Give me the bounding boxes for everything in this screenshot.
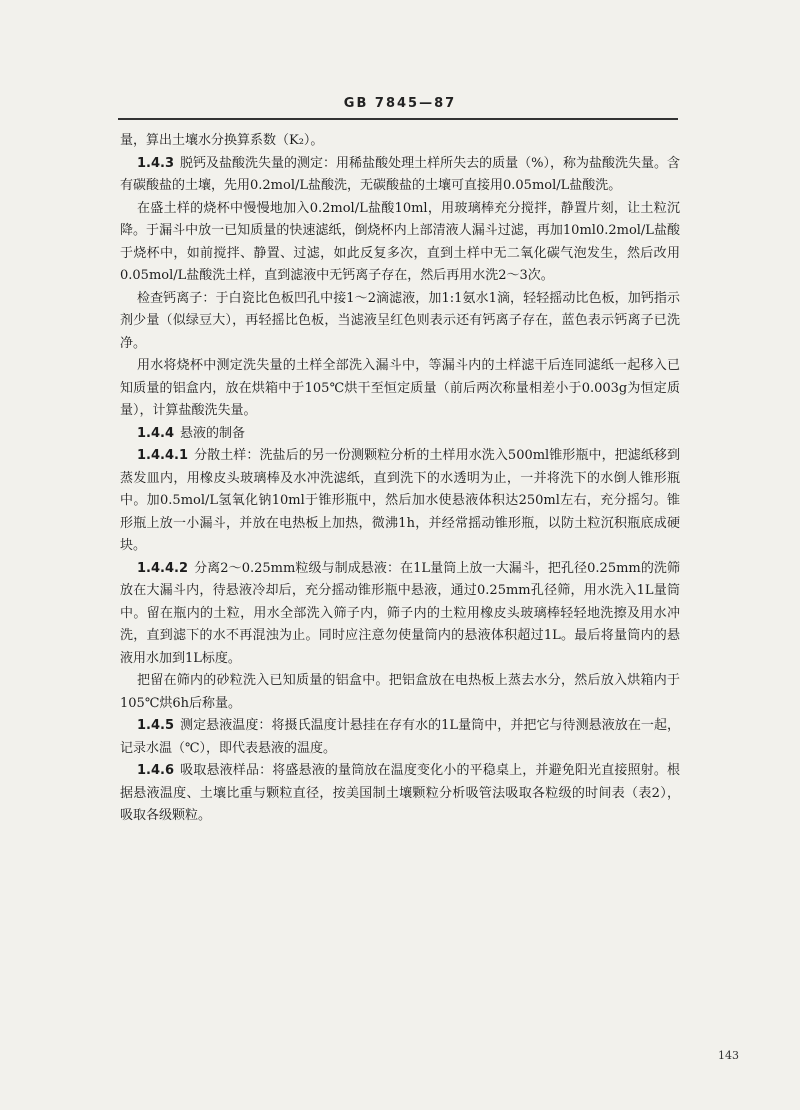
section-number: 1.4.5 — [137, 718, 175, 733]
section-number: 1.4.4.1 — [137, 448, 188, 463]
body-text — [120, 130, 680, 828]
section-1-4-4-1 — [120, 445, 680, 558]
paragraph-text: 检查钙离子：于白瓷比色板凹孔中接1～2滴滤液，加1:1氨水1滴，轻轻摇动比色板，加钙指示剂少量（似绿豆大），再轻摇比色板，当滤液呈红色则表示还有钙离子存在，蓝色表示钙离子已洗净。 — [120, 290, 680, 351]
section-1-4-6 — [120, 760, 680, 828]
standard-header: GB 7845—87 — [343, 96, 457, 111]
paragraph-text: 在盛土样的烧杯中慢慢地加入0.2mol/L盐酸10ml，用玻璃棒充分搅拌，静置片刻，让土粒沉降。于漏斗中放一已知质量的快速滤纸，倒烧杯内上部清液人漏斗过滤，再加10ml0.2mol/L盐酸于烧杯中，如前搅拌、静置、过滤，如此反复多次，直到土样中无二氧化碳气泡发生，然后改用0.05mol/L盐酸洗土样，直到滤液中无钙离子存在，然后再用水洗2～3次。 — [120, 200, 680, 283]
paragraph-continuation — [120, 130, 680, 153]
paragraph-text: 量，算出土壤水分换算系数（K₂）。 — [120, 133, 324, 148]
paragraph-text: 分散土样：洗盐后的另一份测颗粒分析的土样用水洗入500ml锥形瓶中，把滤纸移到蒸发皿内，用橡皮头玻璃棒及水冲洗滤纸，直到洗下的水透明为止，一并将洗下的水倒人锥形瓶中。加0.5mol/L氢氧化钠10ml于锥形瓶中，然后加水使悬液体积达250ml左右，充分摇匀。锥形瓶上放一小漏斗，并放在电热板上加热，微沸1h，并经常摇动锥形瓶，以防土粒沉积瓶底成硬块。 — [120, 448, 680, 553]
header-rule — [118, 118, 678, 120]
paragraph-text: 用水将烧杯中测定洗失量的土样全部洗入漏斗中，等漏斗内的土样滤干后连同滤纸一起移入已知质量的铝盒内，放在烘箱中于105℃烘干至恒定质量（前后两次称量相差小于0.003g为恒定质量），计算盐酸洗失量。 — [120, 358, 680, 418]
section-title: 悬液的制备 — [180, 425, 246, 441]
paragraph-sand-weighing — [120, 670, 680, 715]
paragraph-text: 脱钙及盐酸洗失量的测定：用稀盐酸处理土样所失去的质量（%），称为盐酸洗失量。含有碳酸盐的土壤，先用0.2mol/L盐酸洗，无碳酸盐的土壤可直接用0.05mol/L盐酸洗。 — [120, 155, 680, 193]
section-number: 1.4.3 — [137, 155, 175, 171]
paragraph-text: 分离2～0.25mm粒级与制成悬液：在1L量筒上放一大漏斗，把孔径0.25mm的洗筛放在大漏斗内，待悬液冷却后，充分摇动锥形瓶中悬液，通过0.25mm孔径筛，用水洗入1L量筒中。留在瓶内的土粒，用水全部洗入筛子内，筛子内的土粒用橡皮头玻璃棒轻轻地洗擦及用水冲洗，直到滤下的水不再混浊为止。同时应注意勿使量筒内的悬液体积超过1L。最后将量筒内的悬液用水加到1L标度。 — [120, 560, 680, 666]
paragraph-washing-loss — [120, 355, 680, 423]
section-1-4-5 — [120, 715, 680, 760]
paragraph-text: 把留在筛内的砂粒洗入已知质量的铝盒中。把铝盒放在电热板上蒸去水分，然后放入烘箱内于105℃烘6h后称量。 — [120, 673, 680, 711]
paragraph-procedure — [120, 198, 680, 288]
section-number: 1.4.4 — [137, 425, 175, 441]
page-number: 143 — [718, 1049, 739, 1062]
section-1-4-4 — [120, 423, 680, 446]
section-1-4-3 — [120, 153, 680, 198]
section-1-4-4-2 — [120, 558, 680, 671]
paragraph-text: 测定悬液温度：将摄氏温度计悬挂在存有水的1L量筒中，并把它与待测悬液放在一起，记录水温（℃），即代表悬液的温度。 — [120, 718, 680, 756]
section-number: 1.4.4.2 — [137, 560, 188, 576]
paragraph-text: 吸取悬液样品：将盛悬液的量筒放在温度变化小的平稳桌上，并避免阳光直接照射。根据悬液温度、土壤比重与颗粒直径，按美国制土壤颗粒分析吸管法吸取各粒级的时间表（表2），吸取各级颗粒。 — [120, 763, 680, 823]
paragraph-calcium-check — [120, 288, 680, 356]
section-number: 1.4.6 — [137, 763, 175, 778]
